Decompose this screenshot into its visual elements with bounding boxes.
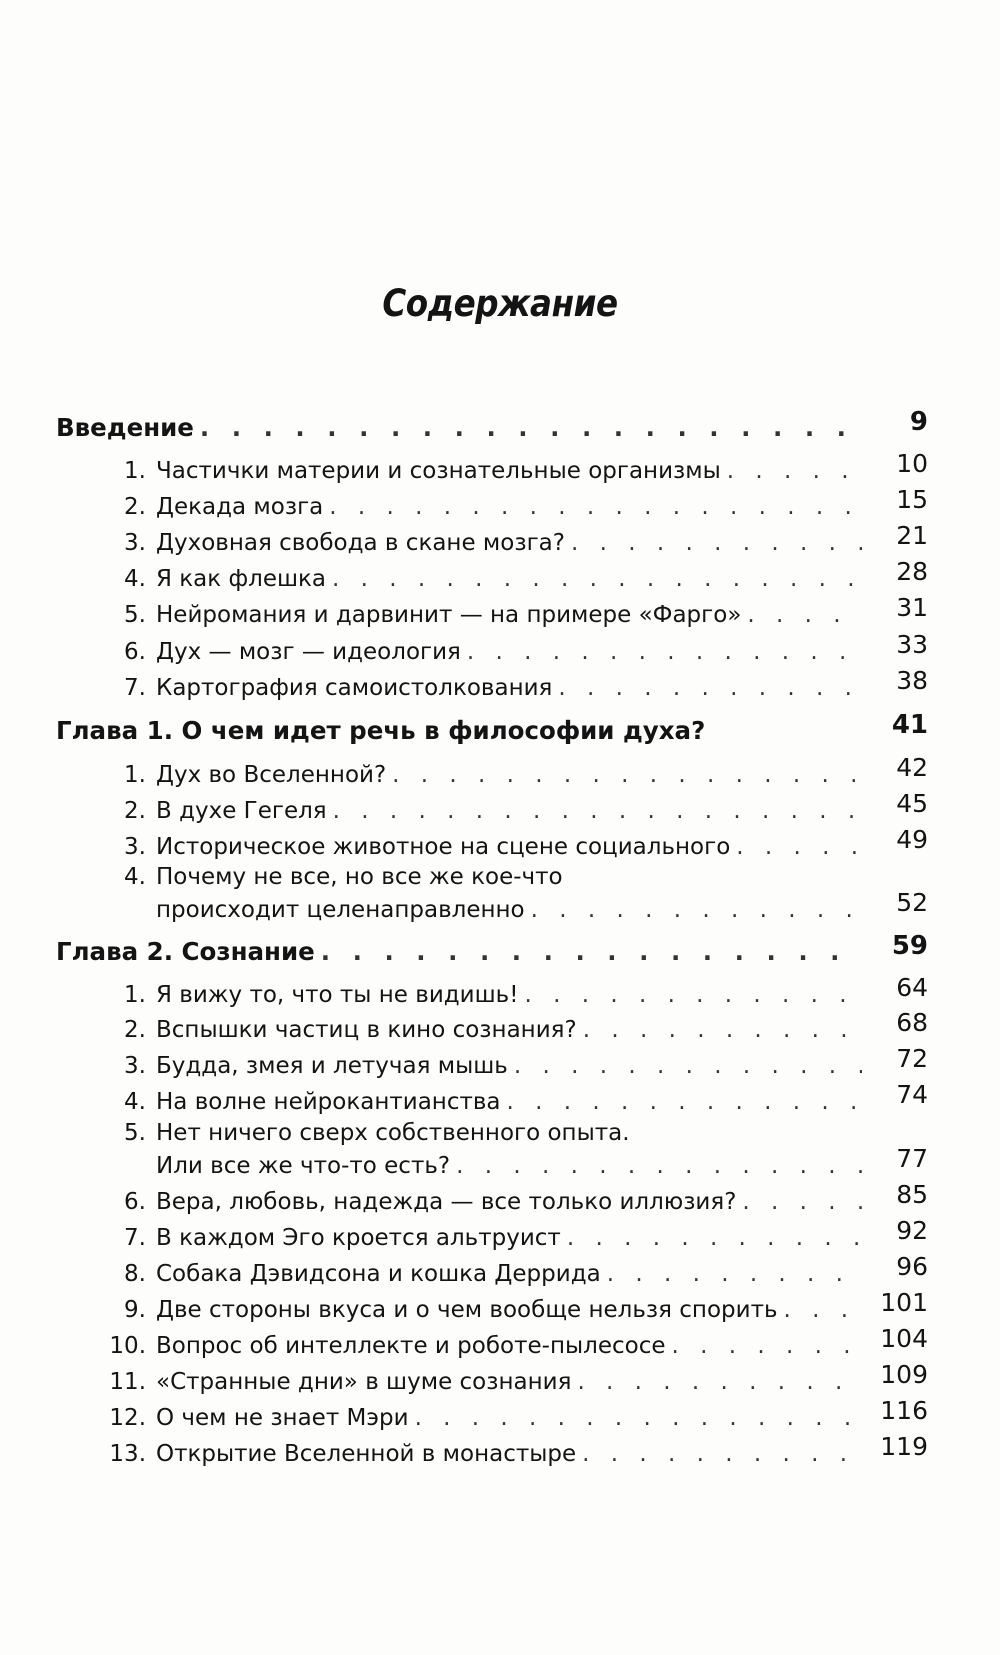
- entry-number: 4.: [124, 864, 146, 890]
- toc-entry[interactable]: [0, 1432, 1000, 1469]
- toc-entry[interactable]: [0, 1008, 1000, 1045]
- page-number: 74: [896, 1080, 928, 1109]
- leader-dots: [784, 1295, 862, 1325]
- toc-entry[interactable]: [0, 825, 1000, 862]
- entry-number: 1.: [124, 458, 146, 484]
- entry-number: 11.: [109, 1369, 146, 1395]
- page-number: 49: [896, 825, 928, 854]
- entry-title: Нет ничего сверх собственного опыта.: [156, 1120, 630, 1146]
- leader-dots: [558, 673, 862, 703]
- entry-number: 12.: [109, 1405, 146, 1431]
- leader-dots: [329, 492, 862, 522]
- entry-title: Частички материи и сознательные организмы: [156, 458, 721, 484]
- entry-title: Вспышки частиц в кино сознания?: [156, 1017, 577, 1043]
- toc-entry[interactable]: [0, 485, 1000, 522]
- entry-title: Историческое животное на сцене социального: [156, 834, 731, 860]
- entry-title: Собака Дэвидсона и кошка Деррида: [156, 1261, 601, 1287]
- entry-number: 3.: [124, 834, 146, 860]
- entry-title: Вера, любовь, надежда — все только иллюзия?: [156, 1189, 737, 1215]
- entry-number: 1.: [124, 982, 146, 1008]
- page-number: 116: [880, 1396, 928, 1425]
- entry-number: 5.: [124, 1120, 146, 1146]
- page-number: 119: [880, 1432, 928, 1461]
- toc-entry[interactable]: [0, 557, 1000, 594]
- toc-chapter[interactable]: [0, 407, 1000, 443]
- leader-dots: [333, 796, 862, 826]
- entry-title: Дух во Вселенной?: [156, 762, 387, 788]
- page-number: 41: [891, 710, 928, 740]
- chapter-title: Глава 1. О чем идет речь в философии духа?: [56, 716, 706, 745]
- entry-number: 4.: [124, 566, 146, 592]
- entry-title-continued: происходит целенаправленно: [156, 897, 525, 923]
- toc-entry[interactable]: [0, 666, 1000, 703]
- entry-title: О чем не знает Мэри: [156, 1405, 409, 1431]
- toc-entry[interactable]: [0, 1044, 1000, 1081]
- page-number: 68: [896, 1008, 928, 1037]
- page-number: 96: [896, 1252, 928, 1281]
- page-number: 10: [896, 449, 928, 478]
- toc-entry[interactable]: [0, 630, 1000, 667]
- leader-dots: [415, 1403, 862, 1433]
- entry-number: 5.: [124, 602, 146, 628]
- entry-title: На волне нейрокантианства: [156, 1089, 501, 1115]
- entry-title: В каждом Эго кроется альтруист: [156, 1225, 561, 1251]
- entry-title: Почему не все, но все же кое-что: [156, 864, 563, 890]
- entry-title: Картография самоистолкования: [156, 675, 553, 701]
- leader-dots: [727, 456, 862, 486]
- entry-number: 6.: [124, 1189, 146, 1215]
- toc-entry[interactable]: [0, 1396, 1000, 1433]
- leader-dots: [582, 1439, 862, 1469]
- entry-title: В духе Гегеля: [156, 798, 327, 824]
- page-number: 45: [896, 789, 928, 818]
- entry-title: Вопрос об интеллекте и роботе-пылесосе: [156, 1333, 666, 1359]
- leader-dots: [507, 1087, 862, 1117]
- entry-title-continued: Или все же что-то есть?: [156, 1153, 451, 1179]
- page-number: 59: [891, 931, 928, 961]
- page-number: 33: [896, 630, 928, 659]
- leader-dots: [392, 760, 862, 790]
- page-number: 31: [896, 593, 928, 622]
- page-number: 52: [896, 888, 928, 917]
- page-number: 42: [896, 753, 928, 782]
- leader-dots: [672, 1331, 862, 1361]
- toc-entry[interactable]: [0, 1324, 1000, 1361]
- toc-entry[interactable]: [0, 1180, 1000, 1217]
- page-title: Содержание: [382, 282, 618, 325]
- toc-entry[interactable]: [0, 789, 1000, 826]
- leader-dots: [456, 1151, 862, 1181]
- toc-entry[interactable]: [0, 1288, 1000, 1325]
- page-number: 72: [896, 1044, 928, 1073]
- toc-entry[interactable]: [0, 593, 1000, 630]
- page-number: 101: [880, 1288, 928, 1317]
- page-number: 9: [909, 407, 928, 437]
- toc-chapter[interactable]: [0, 710, 1000, 746]
- toc-chapter[interactable]: [0, 931, 1000, 967]
- entry-title: Я как флешка: [156, 566, 327, 592]
- toc-entry[interactable]: [0, 449, 1000, 486]
- leader-dots: [736, 832, 862, 862]
- page-number: 77: [896, 1144, 928, 1173]
- toc-entry[interactable]: [0, 753, 1000, 790]
- leader-dots: [742, 1187, 862, 1217]
- page-number: 92: [896, 1216, 928, 1245]
- leader-dots: [571, 528, 862, 558]
- leader-dots: [577, 1367, 862, 1397]
- leader-dots: [531, 895, 862, 925]
- entry-title: Две стороны вкуса и о чем вообще нельзя спорить: [156, 1297, 778, 1323]
- entry-title: Я вижу то, что ты не видишь!: [156, 982, 519, 1008]
- toc-entry[interactable]: [0, 1120, 1000, 1181]
- chapter-title: Введение: [56, 413, 194, 442]
- entry-title: Декада мозга: [156, 494, 324, 520]
- toc-entry[interactable]: [0, 1360, 1000, 1397]
- entry-number: 3.: [124, 530, 146, 556]
- entry-number: 8.: [124, 1261, 146, 1287]
- chapter-title: Глава 2. Сознание: [56, 937, 315, 966]
- leader-dots: [332, 564, 862, 594]
- leader-dots: [514, 1051, 862, 1081]
- entry-title: Будда, змея и летучая мышь: [156, 1053, 508, 1079]
- entry-title: Нейромания и дарвинит — на примере «Фарго»: [156, 602, 742, 628]
- entry-number: 2.: [124, 1017, 146, 1043]
- entry-number: 13.: [109, 1441, 146, 1467]
- toc-entry[interactable]: [0, 1080, 1000, 1117]
- toc-entry[interactable]: [0, 973, 1000, 1010]
- toc-entry[interactable]: [0, 521, 1000, 558]
- entry-title: Духовная свобода в скане мозга?: [156, 530, 565, 556]
- page-number: 109: [880, 1360, 928, 1389]
- leader-dots: [747, 600, 862, 630]
- leader-dots: [607, 1259, 862, 1289]
- leader-dots: [567, 1223, 862, 1253]
- leader-dots: [467, 637, 862, 667]
- page-number: 38: [896, 666, 928, 695]
- toc-entry[interactable]: [0, 864, 1000, 925]
- leader-dots: [321, 937, 862, 967]
- entry-number: 4.: [124, 1089, 146, 1115]
- toc-entry[interactable]: [0, 1252, 1000, 1289]
- page-number: 28: [896, 557, 928, 586]
- entry-number: 9.: [124, 1297, 146, 1323]
- entry-number: 2.: [124, 798, 146, 824]
- entry-title: Дух — мозг — идеология: [156, 639, 461, 665]
- entry-number: 7.: [124, 1225, 146, 1251]
- page-number: 15: [896, 485, 928, 514]
- entry-number: 2.: [124, 494, 146, 520]
- toc-entry[interactable]: [0, 1216, 1000, 1253]
- entry-title: «Странные дни» в шуме сознания: [156, 1369, 572, 1395]
- entry-number: 3.: [124, 1053, 146, 1079]
- entry-number: 6.: [124, 639, 146, 665]
- page-number: 85: [896, 1180, 928, 1209]
- leader-dots: [200, 413, 862, 443]
- leader-dots: [524, 980, 862, 1010]
- leader-dots: [583, 1015, 862, 1045]
- entry-number: 10.: [109, 1333, 146, 1359]
- entry-number: 1.: [124, 762, 146, 788]
- entry-title: Открытие Вселенной в монастыре: [156, 1441, 577, 1467]
- page-number: 104: [880, 1324, 928, 1353]
- page-number: 21: [896, 521, 928, 550]
- entry-number: 7.: [124, 675, 146, 701]
- page-number: 64: [896, 973, 928, 1002]
